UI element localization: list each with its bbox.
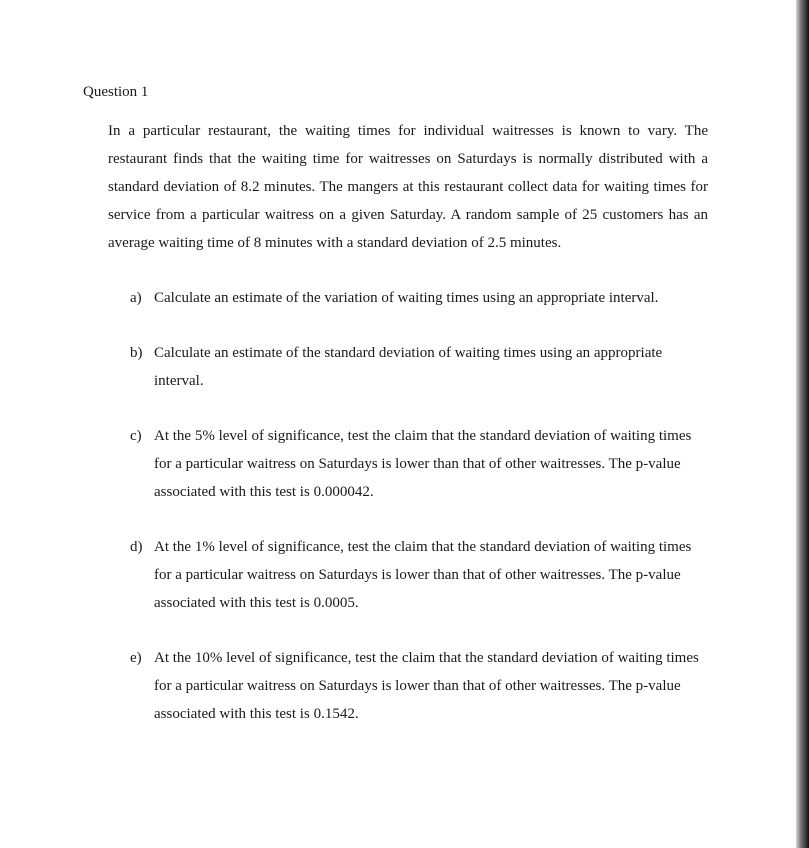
question-part-d [130, 533, 710, 617]
part-label: a) [130, 290, 142, 306]
question-part-e [130, 644, 710, 728]
part-label: c) [130, 428, 142, 444]
part-label: d) [130, 539, 143, 555]
part-label: e) [130, 650, 142, 666]
page-edge-shadow [796, 0, 809, 848]
part-text: Calculate an estimate of the variation of waiting times using an appropriate interval. [154, 290, 659, 306]
question-intro: In a particular restaurant, the waiting times for individual waitresses is known to vary. The restaurant finds that the waiting time for waitresses on Saturdays is normally distributed with a standard deviation of 8.2 minutes. The mangers at this restaurant collect data for waiting times for service from a particular waitress on a given Saturday. A random sample of 25 customers has an average waiting time of 8 minutes with a standard deviation of 2.5 minutes. [108, 123, 708, 251]
part-text: At the 5% level of significance, test the claim that the standard deviation of waiting times for a particular waitress on Saturdays is lower than that of other waitresses. The p-value associated with this test is 0.000042. [154, 428, 692, 500]
question-part-c [130, 422, 710, 506]
part-label: b) [130, 345, 143, 361]
part-text: Calculate an estimate of the standard deviation of waiting times using an appropriate interval. [154, 345, 663, 389]
question-parts-list [130, 284, 710, 728]
part-text: At the 1% level of significance, test the claim that the standard deviation of waiting times for a particular waitress on Saturdays is lower than that of other waitresses. The p-value associated with this test is 0.0005. [154, 539, 692, 611]
question-part-b [130, 339, 710, 395]
question-title: Question 1 [83, 84, 149, 100]
question-part-a [130, 284, 710, 312]
part-text: At the 10% level of significance, test the claim that the standard deviation of waiting times for a particular waitress on Saturdays is lower than that of other waitresses. The p-value associated with this test is 0.1542. [154, 650, 699, 722]
